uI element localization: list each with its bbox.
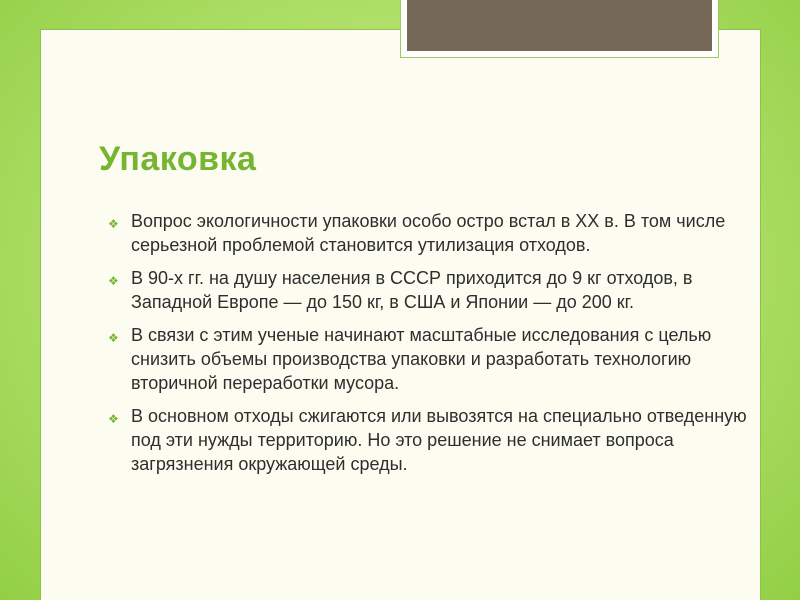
decorative-accent-box xyxy=(400,0,719,58)
leaf-bullet-icon: ❖ xyxy=(108,217,119,231)
leaf-bullet-icon: ❖ xyxy=(108,331,119,345)
slide-title: Упаковка xyxy=(99,140,257,178)
bullet-item xyxy=(108,323,748,395)
bullet-text: Вопрос экологичности упаковки особо остро встал в XX в. В том числе серьезной проблемой становится утилизация отходов. xyxy=(131,211,726,255)
bullet-text: В 90-х гг. на душу населения в СССР приходится до 9 кг отходов, в Западной Европе — до 150 кг, в США и Японии — до 200 кг. xyxy=(131,268,693,312)
bullet-item xyxy=(108,209,748,257)
bullet-list xyxy=(108,209,748,485)
leaf-bullet-icon: ❖ xyxy=(108,412,119,426)
leaf-bullet-icon: ❖ xyxy=(108,274,119,288)
bullet-item xyxy=(108,266,748,314)
bullet-item xyxy=(108,404,748,476)
bullet-text: В основном отходы сжигаются или вывозятся на специально отведенную под эти нужды территорию. Но это решение не снимает вопроса загрязнения окружающей среды. xyxy=(131,406,747,474)
bullet-text: В связи с этим ученые начинают масштабные исследования с целью снизить объемы производства упаковки и разработать технологию вторичной переработки мусора. xyxy=(131,325,712,393)
decorative-accent-fill xyxy=(407,0,712,51)
